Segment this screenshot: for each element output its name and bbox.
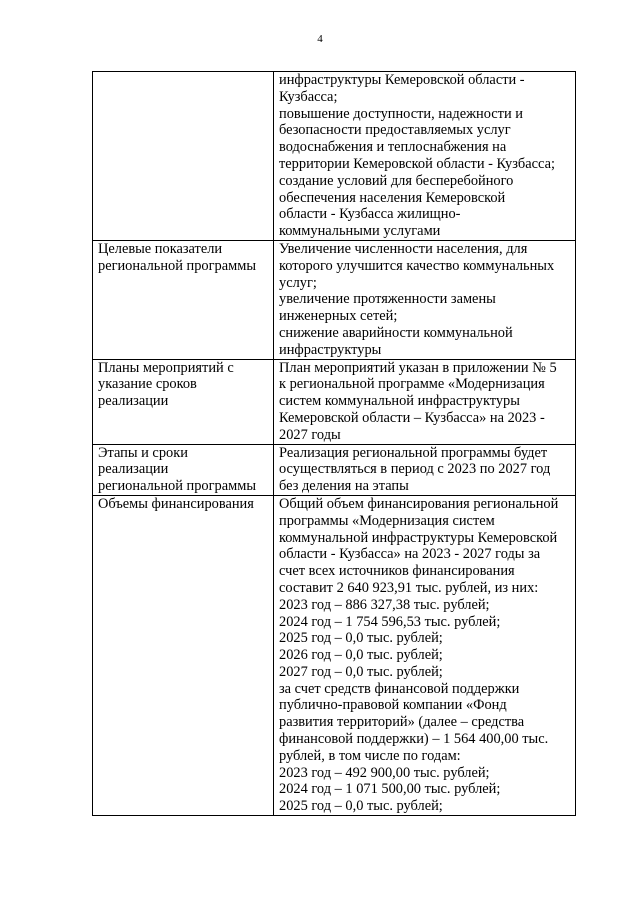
value-line: снижение аварийности коммунальной: [279, 324, 513, 341]
value-line: Реализация региональной программы будет: [279, 444, 548, 461]
table-row: [93, 495, 576, 815]
value-line: Общий объем финансирования региональной: [279, 495, 559, 512]
value-line: увеличение протяженности замены: [279, 291, 496, 308]
value-line: территории Кемеровской области - Кузбасса;: [279, 155, 555, 172]
value-line: без деления на этапы: [279, 478, 409, 495]
value-line: систем коммунальной инфраструктуры: [279, 393, 520, 410]
value-line: к региональной программе «Модернизация: [279, 376, 545, 393]
value-line: Кемеровской области – Кузбасса» на 2023 -: [279, 409, 545, 426]
value-line: обеспечения населения Кемеровской: [279, 189, 506, 206]
value-line: программы «Модернизация систем: [279, 512, 495, 529]
label-line: региональной программы: [98, 478, 256, 495]
label-line: реализации: [98, 461, 169, 478]
value-line: 2024 год – 1 071 500,00 тыс. рублей;: [279, 781, 501, 798]
value-line: 2025 год – 0,0 тыс. рублей;: [279, 630, 443, 647]
row-value-cell: [274, 72, 576, 241]
value-line: коммунальными услугами: [279, 223, 441, 240]
label-line: реализации: [98, 393, 169, 410]
label-line: Планы мероприятий с: [98, 359, 234, 376]
value-line: 2023 год – 492 900,00 тыс. рублей;: [279, 764, 490, 781]
value-line: финансовой поддержки) – 1 564 400,00 тыс.: [279, 731, 549, 748]
value-line: 2023 год – 886 327,38 тыс. рублей;: [279, 596, 490, 613]
value-line: безопасности предоставляемых услуг: [279, 122, 511, 139]
value-line: водоснабжения и теплоснабжения на: [279, 139, 507, 156]
row-value-cell: [274, 495, 576, 815]
value-line: услуг;: [279, 274, 317, 291]
table-row: [93, 359, 576, 444]
value-line: План мероприятий указан в приложении № 5: [279, 359, 557, 376]
value-line: повышение доступности, надежности и: [279, 105, 523, 122]
label-line: региональной программы: [98, 257, 256, 274]
label-line: Этапы и сроки: [98, 444, 188, 461]
value-line: инфраструктуры Кемеровской области -: [279, 72, 525, 88]
program-passport-table: [92, 71, 576, 816]
value-line: счет всех источников финансирования: [279, 563, 515, 580]
row-label-cell: [93, 495, 274, 815]
value-line: коммунальной инфраструктуры Кемеровской: [279, 529, 558, 546]
value-line: 2027 год – 0,0 тыс. рублей;: [279, 663, 443, 680]
page-number: 4: [317, 33, 323, 45]
value-line: 2027 годы: [279, 426, 341, 443]
row-label-cell: [93, 359, 274, 444]
value-line: публично-правовой компании «Фонд: [279, 697, 507, 714]
table-row: [93, 72, 576, 241]
table-row: [93, 240, 576, 359]
value-line: инженерных сетей;: [279, 308, 398, 325]
row-label-cell: [93, 240, 274, 359]
label-line: Целевые показатели: [98, 240, 223, 257]
value-line: области - Кузбасса жилищно-: [279, 206, 461, 223]
value-line: которого улучшится качество коммунальных: [279, 257, 555, 274]
table-row: [93, 444, 576, 495]
value-line: осуществляться в период с 2023 по 2027 год: [279, 461, 551, 478]
row-value-cell: [274, 444, 576, 495]
value-line: области - Кузбасса» на 2023 - 2027 годы за: [279, 546, 541, 563]
value-line: создание условий для бесперебойного: [279, 172, 514, 189]
value-line: 2024 год – 1 754 596,53 тыс. рублей;: [279, 613, 501, 630]
value-line: составит 2 640 923,91 тыс. рублей, из них:: [279, 579, 539, 596]
row-value-cell: [274, 359, 576, 444]
value-line: 2025 год – 0,0 тыс. рублей;: [279, 798, 443, 815]
value-line: Кузбасса;: [279, 88, 338, 105]
label-line: указание сроков: [98, 376, 197, 393]
value-line: 2026 год – 0,0 тыс. рублей;: [279, 647, 443, 664]
row-label-cell: [93, 444, 274, 495]
value-line: Увеличение численности населения, для: [279, 240, 528, 257]
value-line: развития территорий» (далее – средства: [279, 714, 525, 731]
value-line: инфраструктуры: [279, 341, 382, 358]
row-label-cell: [93, 72, 274, 241]
row-value-cell: [274, 240, 576, 359]
value-line: за счет средств финансовой поддержки: [279, 680, 520, 697]
value-line: рублей, в том числе по годам:: [279, 747, 461, 764]
label-line: Объемы финансирования: [98, 495, 254, 512]
